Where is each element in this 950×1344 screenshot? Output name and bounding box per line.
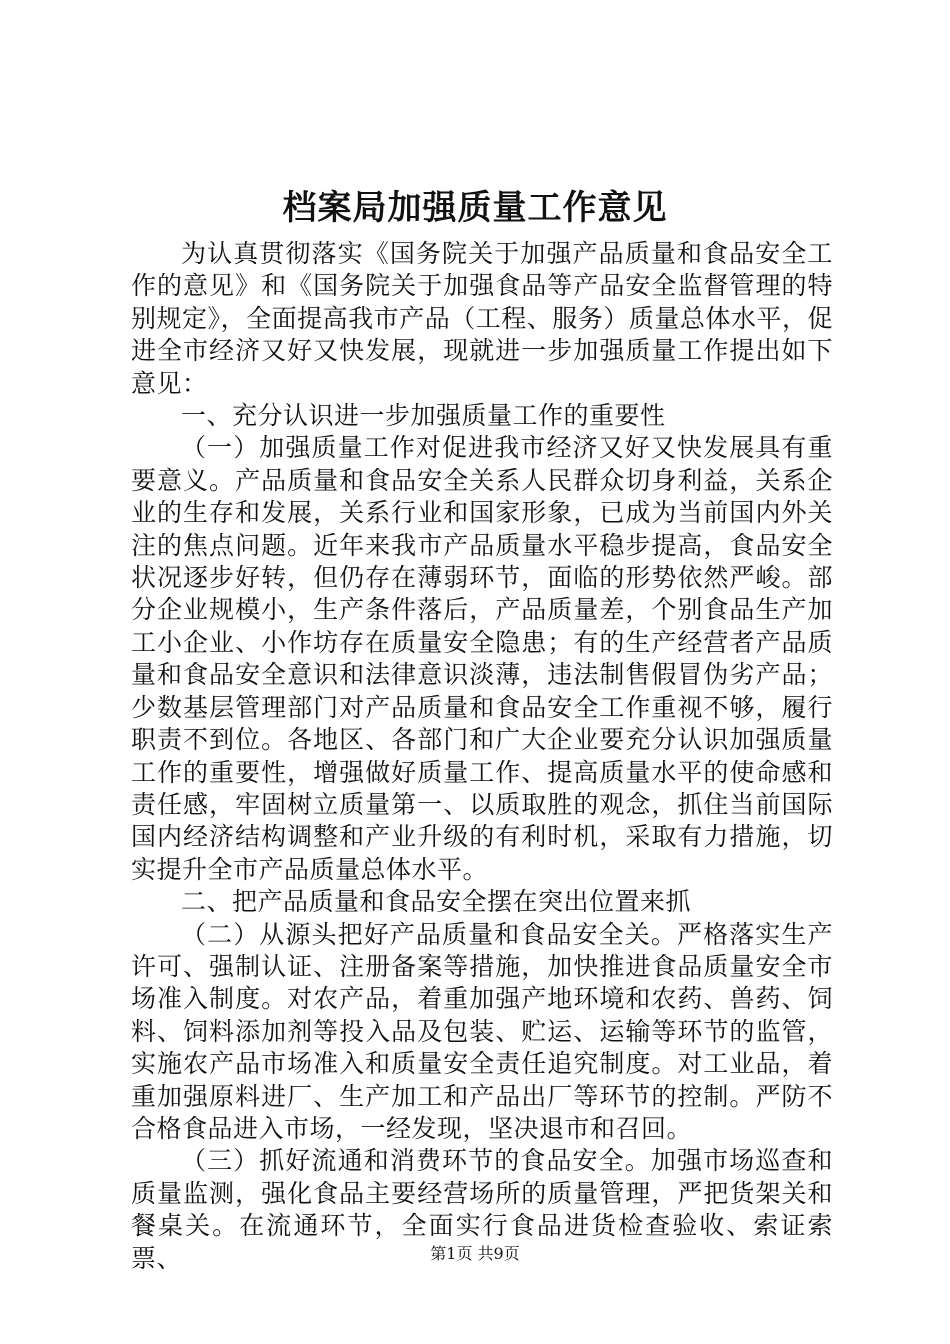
section-heading-1: 一、充分认识进一步加强质量工作的重要性 xyxy=(181,401,666,431)
item-paragraph-2: （二）从源头把好产品质量和食品安全关。严格落实生产许可、强制认证、注册备案等措施，加快推进食品质量安全市场准入制度。对农产品，着重加强产地环境和农药、兽药、饲料、饲料添加剂等投入品及包装、贮运、运输等环节的监管，实施农产品市场准入和质量安全责任追究制度。对工业品，着重加强原料进厂、生产加工和产品出厂等环节的控制。严防不合格食品进入市场，一经发现，坚决退市和召回。 xyxy=(131,919,833,1143)
item-paragraph-1: （一）加强质量工作对促进我市经济又好又快发展具有重要意义。产品质量和食品安全关系人民群众切身利益，关系企业的生存和发展，关系行业和国家形象，已成为当前国内外关注的焦点问题。近年来我市产品质量水平稳步提高，食品安全状况逐步好转，但仍存在薄弱环节，面临的形势依然严峻。部分企业规模小，生产条件落后，产品质量差，个别食品生产加工小企业、小作坊存在质量安全隐患；有的生产经营者产品质量和食品安全意识和法律意识淡薄，违法制售假冒伪劣产品；少数基层管理部门对产品质量和食品安全工作重视不够，履行职责不到位。各地区、各部门和广大企业要充分认识加强质量工作的重要性，增强做好质量工作、提高质量水平的使命感和责任感，牢固树立质量第一、以质取胜的观念，抓住当前国际国内经济结构调整和产业升级的有利时机，采取有力措施，切实提升全市产品质量总体水平。 xyxy=(131,433,833,884)
document-body xyxy=(131,238,833,1275)
item-paragraph-3: （三）抓好流通和消费环节的食品安全。加强市场巡查和质量监测，强化食品主要经营场所的质量管理，严把货架关和餐桌关。在流通环节，全面实行食品进货检查验收、索证索票、 xyxy=(131,1146,833,1273)
document-title: 档案局加强质量工作意见 xyxy=(282,188,668,228)
section-heading-2: 二、把产品质量和食品安全摆在突出位置来抓 xyxy=(181,887,692,917)
intro-paragraph: 为认真贯彻落实《国务院关于加强产品质量和食品安全工作的意见》和《国务院关于加强食品等产品安全监督管理的特别规定》，全面提高我市产品（工程、服务）质量总体水平，促进全市经济又好又快发展，现就进一步加强质量工作提出如下意见： xyxy=(131,239,833,398)
page-footer: 第1页 共9页 xyxy=(430,1244,520,1263)
